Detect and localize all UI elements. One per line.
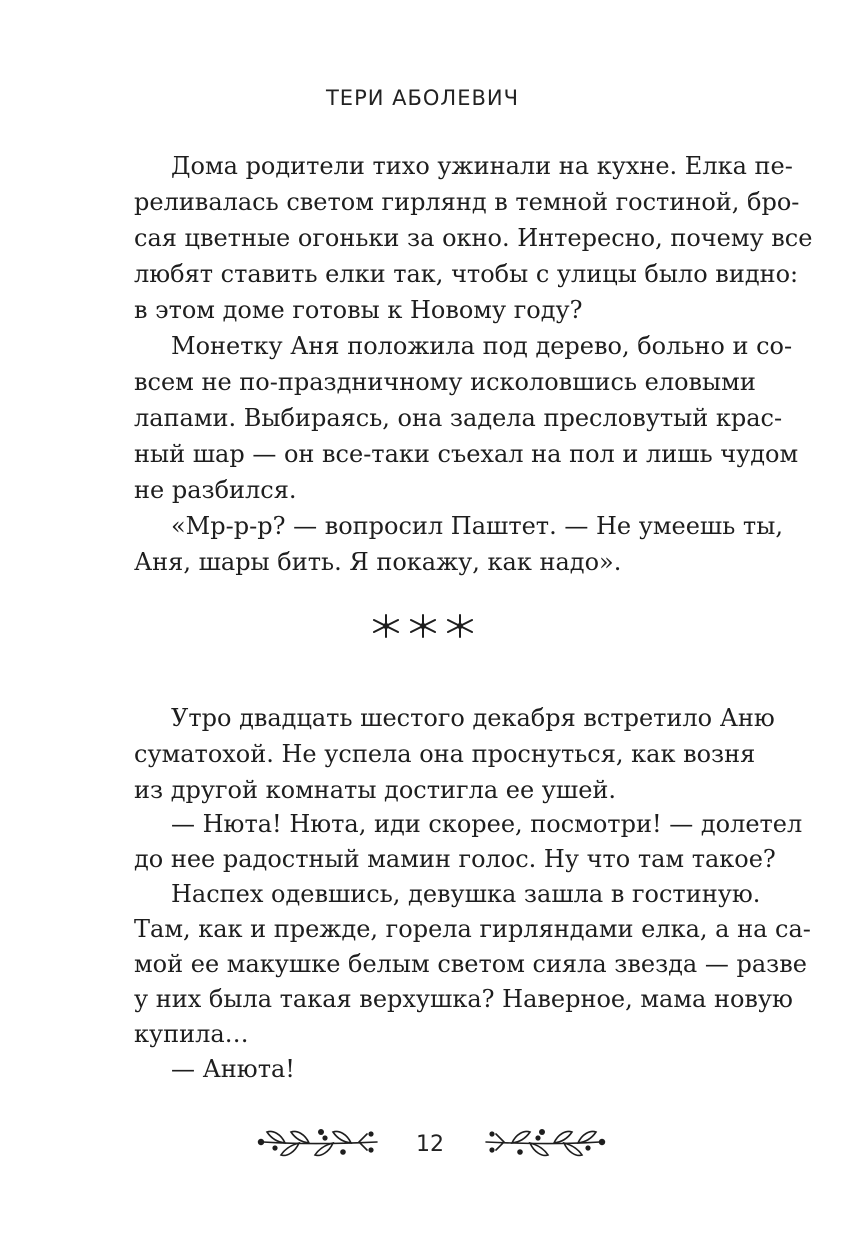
page-number: 12 — [416, 1132, 444, 1157]
paragraph-6-line-1: Наспех одевшись, девушка зашла в гостиную. — [171, 880, 761, 908]
paragraph-1-line-3: сая цветные огоньки за окно. Интересно, почему все — [134, 224, 813, 252]
paragraph-5-line-2: до нее радостный мамин голос. Ну что там такое? — [134, 845, 776, 873]
paragraph-2-line-3: лапами. Выбираясь, она задела пресловутый крас- — [134, 404, 783, 432]
page-footer — [0, 1122, 845, 1172]
paragraph-2-line-5: не разбился. — [134, 476, 297, 504]
paragraph-6-line-3: мой ее макушке белым светом сияла звезда — разве — [134, 950, 807, 978]
paragraph-7-line-1: — Анюта! — [171, 1055, 295, 1083]
paragraph-4-line-2: суматохой. Не успела она проснуться, как возня — [134, 740, 756, 768]
paragraph-1-line-2: реливалась светом гирлянд в темной гостиной, бро- — [134, 188, 800, 216]
paragraph-2-line-4: ный шар — он все-таки съехал на пол и лишь чудом — [134, 440, 799, 468]
paragraph-1-line-4: любят ставить елки так, чтобы с улицы было видно: — [134, 260, 799, 288]
paragraph-1-line-5: в этом доме готовы к Новому году? — [134, 296, 583, 324]
section-separator — [0, 612, 845, 644]
three-stars-separator-icon — [368, 612, 478, 640]
paragraph-4-line-1: Утро двадцать шестого декабря встретило Аню — [171, 704, 775, 732]
paragraph-2-line-1: Монетку Аня положила под дерево, больно и со- — [171, 332, 793, 360]
paragraph-6-line-4: у них была такая верхушка? Наверное, мама новую — [134, 985, 793, 1013]
running-header-author: ТЕРИ АБОЛЕВИЧ — [325, 86, 520, 110]
paragraph-2-line-2: всем не по-праздничному исколовшись еловыми — [134, 368, 756, 396]
paragraph-6-line-2: Там, как и прежде, горела гирляндами елка, а на са- — [134, 915, 811, 943]
paragraph-3-line-1: «Мр-р-р? — вопросил Паштет. — Не умеешь ты, — [171, 512, 783, 540]
paragraph-4-line-3: из другой комнаты достигла ее ушей. — [134, 776, 617, 804]
paragraph-3-line-2: Аня, шары бить. Я покажу, как надо». — [134, 548, 622, 576]
floral-branch-icon — [255, 1122, 381, 1166]
paragraph-1-line-1: Дома родители тихо ужинали на кухне. Елка пе- — [171, 152, 793, 180]
floral-branch-icon — [482, 1122, 608, 1166]
paragraph-5-line-1: — Нюта! Нюта, иди скорее, посмотри! — долетел — [171, 810, 803, 838]
paragraph-6-line-5: купила… — [134, 1020, 249, 1048]
